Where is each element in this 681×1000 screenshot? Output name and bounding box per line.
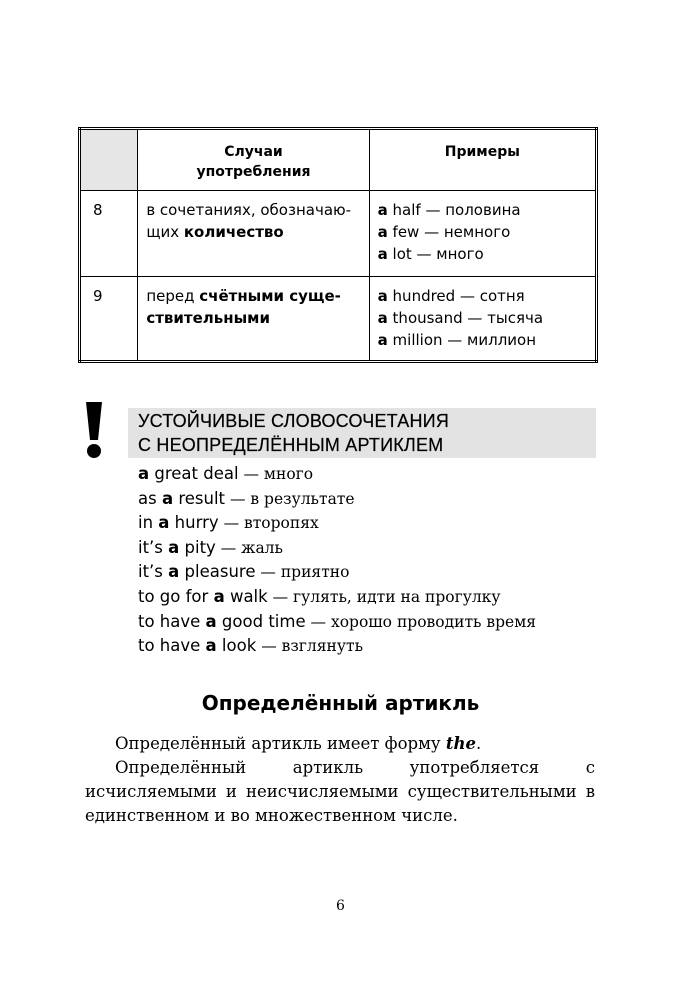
phrase-en: look [216,636,257,656]
row-number: 9 [80,277,138,362]
example-text: few — немного [387,223,511,241]
paragraph [85,732,595,756]
example-text: hundred — сотня [387,287,525,305]
phrase-en: in [138,513,159,533]
body-text [85,732,595,828]
usage-cell [138,277,369,362]
page-number: 6 [336,898,345,914]
examples-cell [369,191,596,277]
example-line [378,199,587,221]
phrase-translation: — хорошо проводить время [305,612,537,631]
table-row [80,277,597,362]
example-line [378,221,587,243]
phrase-en: hurry [169,513,219,533]
header-examples: Примеры [369,129,596,191]
phrase-translation: — жаль [215,538,283,557]
phrase-en: as [138,488,162,508]
phrase-en: great deal [149,464,239,483]
usage-table [78,127,598,363]
term: the [445,734,476,753]
paragraph-text: . [476,734,482,753]
article: a [377,201,388,219]
article: a [161,488,174,508]
paragraph-text: Определённый артикль имеет форму [115,734,446,753]
article: a [205,611,217,631]
example-line [378,307,587,329]
phrase-en: pity [179,537,216,557]
article: a [168,537,180,557]
usage-cell [138,191,369,277]
example-line [378,243,587,265]
article: a [205,636,217,656]
usage-text: перед [146,287,200,305]
article: a [377,309,388,327]
phrase-translation: — взглянуть [256,637,364,656]
phrase-en: to have [138,611,206,631]
section-heading: Определённый артикль [201,691,480,715]
phrase-translation: — приятно [255,563,350,582]
phrase-en: it’s [138,562,169,582]
usage-text: щих [146,223,184,241]
list-item [138,511,536,536]
list-item [138,585,536,610]
article: a [377,245,388,263]
row-number: 8 [80,191,138,277]
phrase-en: to go for [138,586,214,606]
usage-keyword: количество [183,223,284,241]
article: a [138,464,150,483]
usage-text: в сочетаниях, обозначаю- [146,201,352,219]
list-item [138,560,536,585]
phrase-en: pleasure [179,562,256,582]
examples-cell [369,277,596,362]
header-usage: Случаи употребления [138,129,369,191]
table-header-row [80,129,597,191]
example-text: thousand — тысяча [387,309,544,327]
paragraph: Определённый артикль употребляется с исчисляемыми и неисчисляемыми существительными в единственном и во множественном числе. [85,758,595,825]
callout-title-line: УСТОЙЧИВЫЕ СЛОВОСОЧЕТАНИЯ [138,411,450,431]
list-item [138,462,536,487]
usage-keyword: счётными суще- [199,287,341,305]
phrase-list [138,462,536,659]
list-item [138,536,536,561]
article: a [168,562,180,582]
example-text: million — миллион [387,331,537,349]
usage-keyword: ствительными [146,309,270,327]
callout-title [138,409,588,457]
list-item [138,610,536,635]
article: a [158,513,170,533]
usage-line [146,221,360,243]
header-number [80,129,138,191]
phrase-translation: — много [238,465,314,483]
phrase-en: to have [138,636,206,656]
phrase-en: it’s [138,537,169,557]
example-text: half — половина [387,201,521,219]
usage-line [146,285,360,307]
example-line [378,285,587,307]
phrase-translation: — в результате [225,489,355,508]
phrase-translation: — гулять, идти на прогулку [267,587,501,606]
phrase-translation: — второпях [218,514,319,533]
list-item [138,487,536,512]
list-item [138,634,536,659]
exclamation-icon [78,400,110,460]
phrase-en: walk [224,586,268,606]
article: a [213,586,225,606]
usage-line [146,307,360,329]
callout-title-line: С НЕОПРЕДЕЛЁННЫМ АРТИКЛЕМ [138,435,444,455]
example-text: lot — много [387,245,484,263]
phrase-en: result [173,488,226,508]
article: a [377,287,388,305]
phrase-en: good time [216,611,306,631]
table-row [80,191,597,277]
article: a [377,331,388,349]
article: a [377,223,388,241]
example-line [378,329,587,351]
